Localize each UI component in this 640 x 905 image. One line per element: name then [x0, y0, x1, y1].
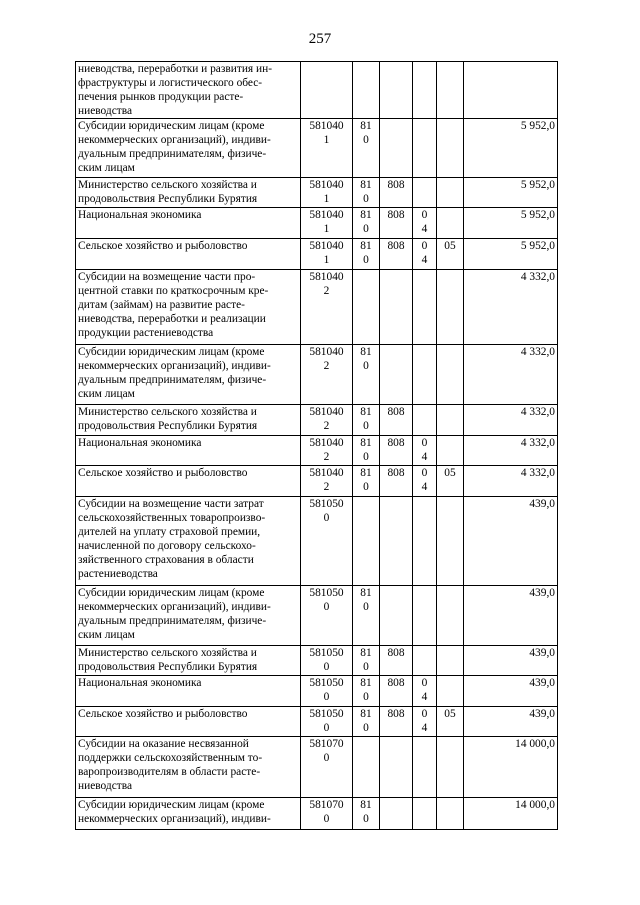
amount-cell: 14 000,0 [464, 798, 558, 830]
ministry-code-cell: 808 [380, 239, 413, 270]
amount-cell: 4 332,0 [464, 270, 558, 345]
ministry-code-cell [380, 62, 413, 119]
section-cell: 0 4 [413, 676, 437, 707]
target-code-cell: 581040 2 [301, 270, 353, 345]
subsection-cell: 05 [437, 707, 464, 737]
section-cell [413, 798, 437, 830]
ministry-code-cell: 808 [380, 208, 413, 239]
table-row [76, 436, 558, 466]
section-cell [413, 119, 437, 178]
section-cell [413, 345, 437, 405]
ministry-code-cell [380, 345, 413, 405]
table-row [76, 239, 558, 270]
table-row [76, 466, 558, 497]
target-code-cell: 581040 1 [301, 119, 353, 178]
table-row [76, 497, 558, 586]
table-row [76, 676, 558, 707]
section-cell [413, 586, 437, 646]
row-name-cell: Субсидии юридическим лицам (кроме некоммерческих организаций), индиви- дуальным предпринимателям, физиче- ским лицам [76, 119, 301, 178]
amount-cell: 439,0 [464, 497, 558, 586]
target-code-cell: 581040 2 [301, 345, 353, 405]
target-code-cell: 581050 0 [301, 707, 353, 737]
row-name-cell: Министерство сельского хозяйства и продовольствия Республики Бурятия [76, 646, 301, 676]
row-name-cell: Субсидии юридическим лицам (кроме некоммерческих организаций), индиви- дуальным предпринимателям, физиче- ским лицам [76, 345, 301, 405]
expense-type-cell: 81 0 [353, 646, 380, 676]
table-row [76, 62, 558, 119]
target-code-cell: 581040 1 [301, 239, 353, 270]
subsection-cell [437, 345, 464, 405]
page-number: 257 [308, 31, 332, 47]
expense-type-cell: 81 0 [353, 436, 380, 466]
ministry-code-cell: 808 [380, 466, 413, 497]
expense-type-cell [353, 62, 380, 119]
section-cell: 0 4 [413, 208, 437, 239]
table-row [76, 586, 558, 646]
amount-cell: 4 332,0 [464, 466, 558, 497]
subsection-cell [437, 646, 464, 676]
amount-cell: 4 332,0 [464, 436, 558, 466]
subsection-cell [437, 436, 464, 466]
section-cell [413, 737, 437, 798]
target-code-cell: 581050 0 [301, 497, 353, 586]
row-name-cell: Национальная экономика [76, 208, 301, 239]
expense-type-cell: 81 0 [353, 466, 380, 497]
expense-type-cell: 81 0 [353, 798, 380, 830]
amount-cell: 5 952,0 [464, 178, 558, 208]
target-code-cell [301, 62, 353, 119]
ministry-code-cell [380, 270, 413, 345]
target-code-cell: 581050 0 [301, 646, 353, 676]
row-name-cell: Субсидии на возмещение части затрат сельскохозяйственных товаропроизво- дителей на уплату страховой премии, начисленной по договору сельскохо- зяйственного страхования в области растениеводства [76, 497, 301, 586]
amount-cell: 4 332,0 [464, 345, 558, 405]
amount-cell: 439,0 [464, 646, 558, 676]
ministry-code-cell: 808 [380, 405, 413, 436]
table-body [76, 62, 558, 830]
expense-type-cell: 81 0 [353, 178, 380, 208]
row-name-cell: Министерство сельского хозяйства и продовольствия Республики Бурятия [76, 178, 301, 208]
table-row [76, 707, 558, 737]
amount-cell: 4 332,0 [464, 405, 558, 436]
section-cell: 0 4 [413, 466, 437, 497]
target-code-cell: 581050 0 [301, 676, 353, 707]
table-row [76, 208, 558, 239]
section-cell [413, 178, 437, 208]
target-code-cell: 581040 1 [301, 178, 353, 208]
table-row [76, 178, 558, 208]
ministry-code-cell [380, 497, 413, 586]
expense-type-cell: 81 0 [353, 707, 380, 737]
amount-cell: 14 000,0 [464, 737, 558, 798]
table-row [76, 270, 558, 345]
expense-type-cell [353, 497, 380, 586]
ministry-code-cell: 808 [380, 707, 413, 737]
amount-cell: 439,0 [464, 586, 558, 646]
section-cell [413, 62, 437, 119]
amount-cell: 5 952,0 [464, 239, 558, 270]
subsection-cell [437, 178, 464, 208]
row-name-cell: Субсидии юридическим лицам (кроме некоммерческих организаций), индиви- дуальным предпринимателям, физиче- ским лицам [76, 586, 301, 646]
subsection-cell [437, 208, 464, 239]
section-cell [413, 646, 437, 676]
row-name-cell: ниеводства, переработки и развития ин- фраструктуры и логистического обес- печения рынков продукции расте- ниеводства [76, 62, 301, 119]
target-code-cell: 581040 1 [301, 208, 353, 239]
subsection-cell [437, 676, 464, 707]
table-row [76, 646, 558, 676]
row-name-cell: Субсидии юридическим лицам (кроме некоммерческих организаций), индиви- [76, 798, 301, 830]
subsection-cell: 05 [437, 466, 464, 497]
subsection-cell [437, 270, 464, 345]
subsection-cell [437, 798, 464, 830]
expense-type-cell: 81 0 [353, 208, 380, 239]
amount-cell [464, 62, 558, 119]
amount-cell: 439,0 [464, 707, 558, 737]
row-name-cell: Сельское хозяйство и рыболовство [76, 707, 301, 737]
row-name-cell: Министерство сельского хозяйства и продовольствия Республики Бурятия [76, 405, 301, 436]
amount-cell: 439,0 [464, 676, 558, 707]
table-row [76, 119, 558, 178]
subsection-cell [437, 119, 464, 178]
ministry-code-cell [380, 737, 413, 798]
subsection-cell [437, 497, 464, 586]
subsection-cell [437, 737, 464, 798]
table-row [76, 737, 558, 798]
expense-type-cell: 81 0 [353, 239, 380, 270]
row-name-cell: Сельское хозяйство и рыболовство [76, 239, 301, 270]
expense-type-cell: 81 0 [353, 345, 380, 405]
ministry-code-cell [380, 586, 413, 646]
expense-type-cell: 81 0 [353, 405, 380, 436]
row-name-cell: Субсидии на оказание несвязанной поддержки сельскохозяйственным то- варопроизводителям в области расте- ниеводства [76, 737, 301, 798]
subsection-cell [437, 586, 464, 646]
ministry-code-cell [380, 798, 413, 830]
table-row [76, 405, 558, 436]
section-cell [413, 497, 437, 586]
section-cell [413, 405, 437, 436]
expense-type-cell: 81 0 [353, 119, 380, 178]
expense-type-cell: 81 0 [353, 586, 380, 646]
section-cell: 0 4 [413, 707, 437, 737]
ministry-code-cell: 808 [380, 646, 413, 676]
row-name-cell: Национальная экономика [76, 676, 301, 707]
amount-cell: 5 952,0 [464, 119, 558, 178]
ministry-code-cell: 808 [380, 178, 413, 208]
target-code-cell: 581070 0 [301, 737, 353, 798]
subsection-cell [437, 405, 464, 436]
budget-table [75, 61, 558, 830]
target-code-cell: 581050 0 [301, 586, 353, 646]
table-row [76, 345, 558, 405]
subsection-cell [437, 62, 464, 119]
section-cell: 0 4 [413, 436, 437, 466]
ministry-code-cell: 808 [380, 676, 413, 707]
ministry-code-cell [380, 119, 413, 178]
section-cell: 0 4 [413, 239, 437, 270]
expense-type-cell [353, 737, 380, 798]
expense-type-cell [353, 270, 380, 345]
amount-cell: 5 952,0 [464, 208, 558, 239]
target-code-cell: 581040 2 [301, 436, 353, 466]
table-row [76, 798, 558, 830]
row-name-cell: Субсидии на возмещение части про- центной ставки по краткосрочным кре- дитам (займам) на развитие расте- ниеводства, переработки и реализации продукции растениеводства [76, 270, 301, 345]
subsection-cell: 05 [437, 239, 464, 270]
row-name-cell: Сельское хозяйство и рыболовство [76, 466, 301, 497]
section-cell [413, 270, 437, 345]
ministry-code-cell: 808 [380, 436, 413, 466]
expense-type-cell: 81 0 [353, 676, 380, 707]
target-code-cell: 581040 2 [301, 466, 353, 497]
target-code-cell: 581070 0 [301, 798, 353, 830]
row-name-cell: Национальная экономика [76, 436, 301, 466]
target-code-cell: 581040 2 [301, 405, 353, 436]
